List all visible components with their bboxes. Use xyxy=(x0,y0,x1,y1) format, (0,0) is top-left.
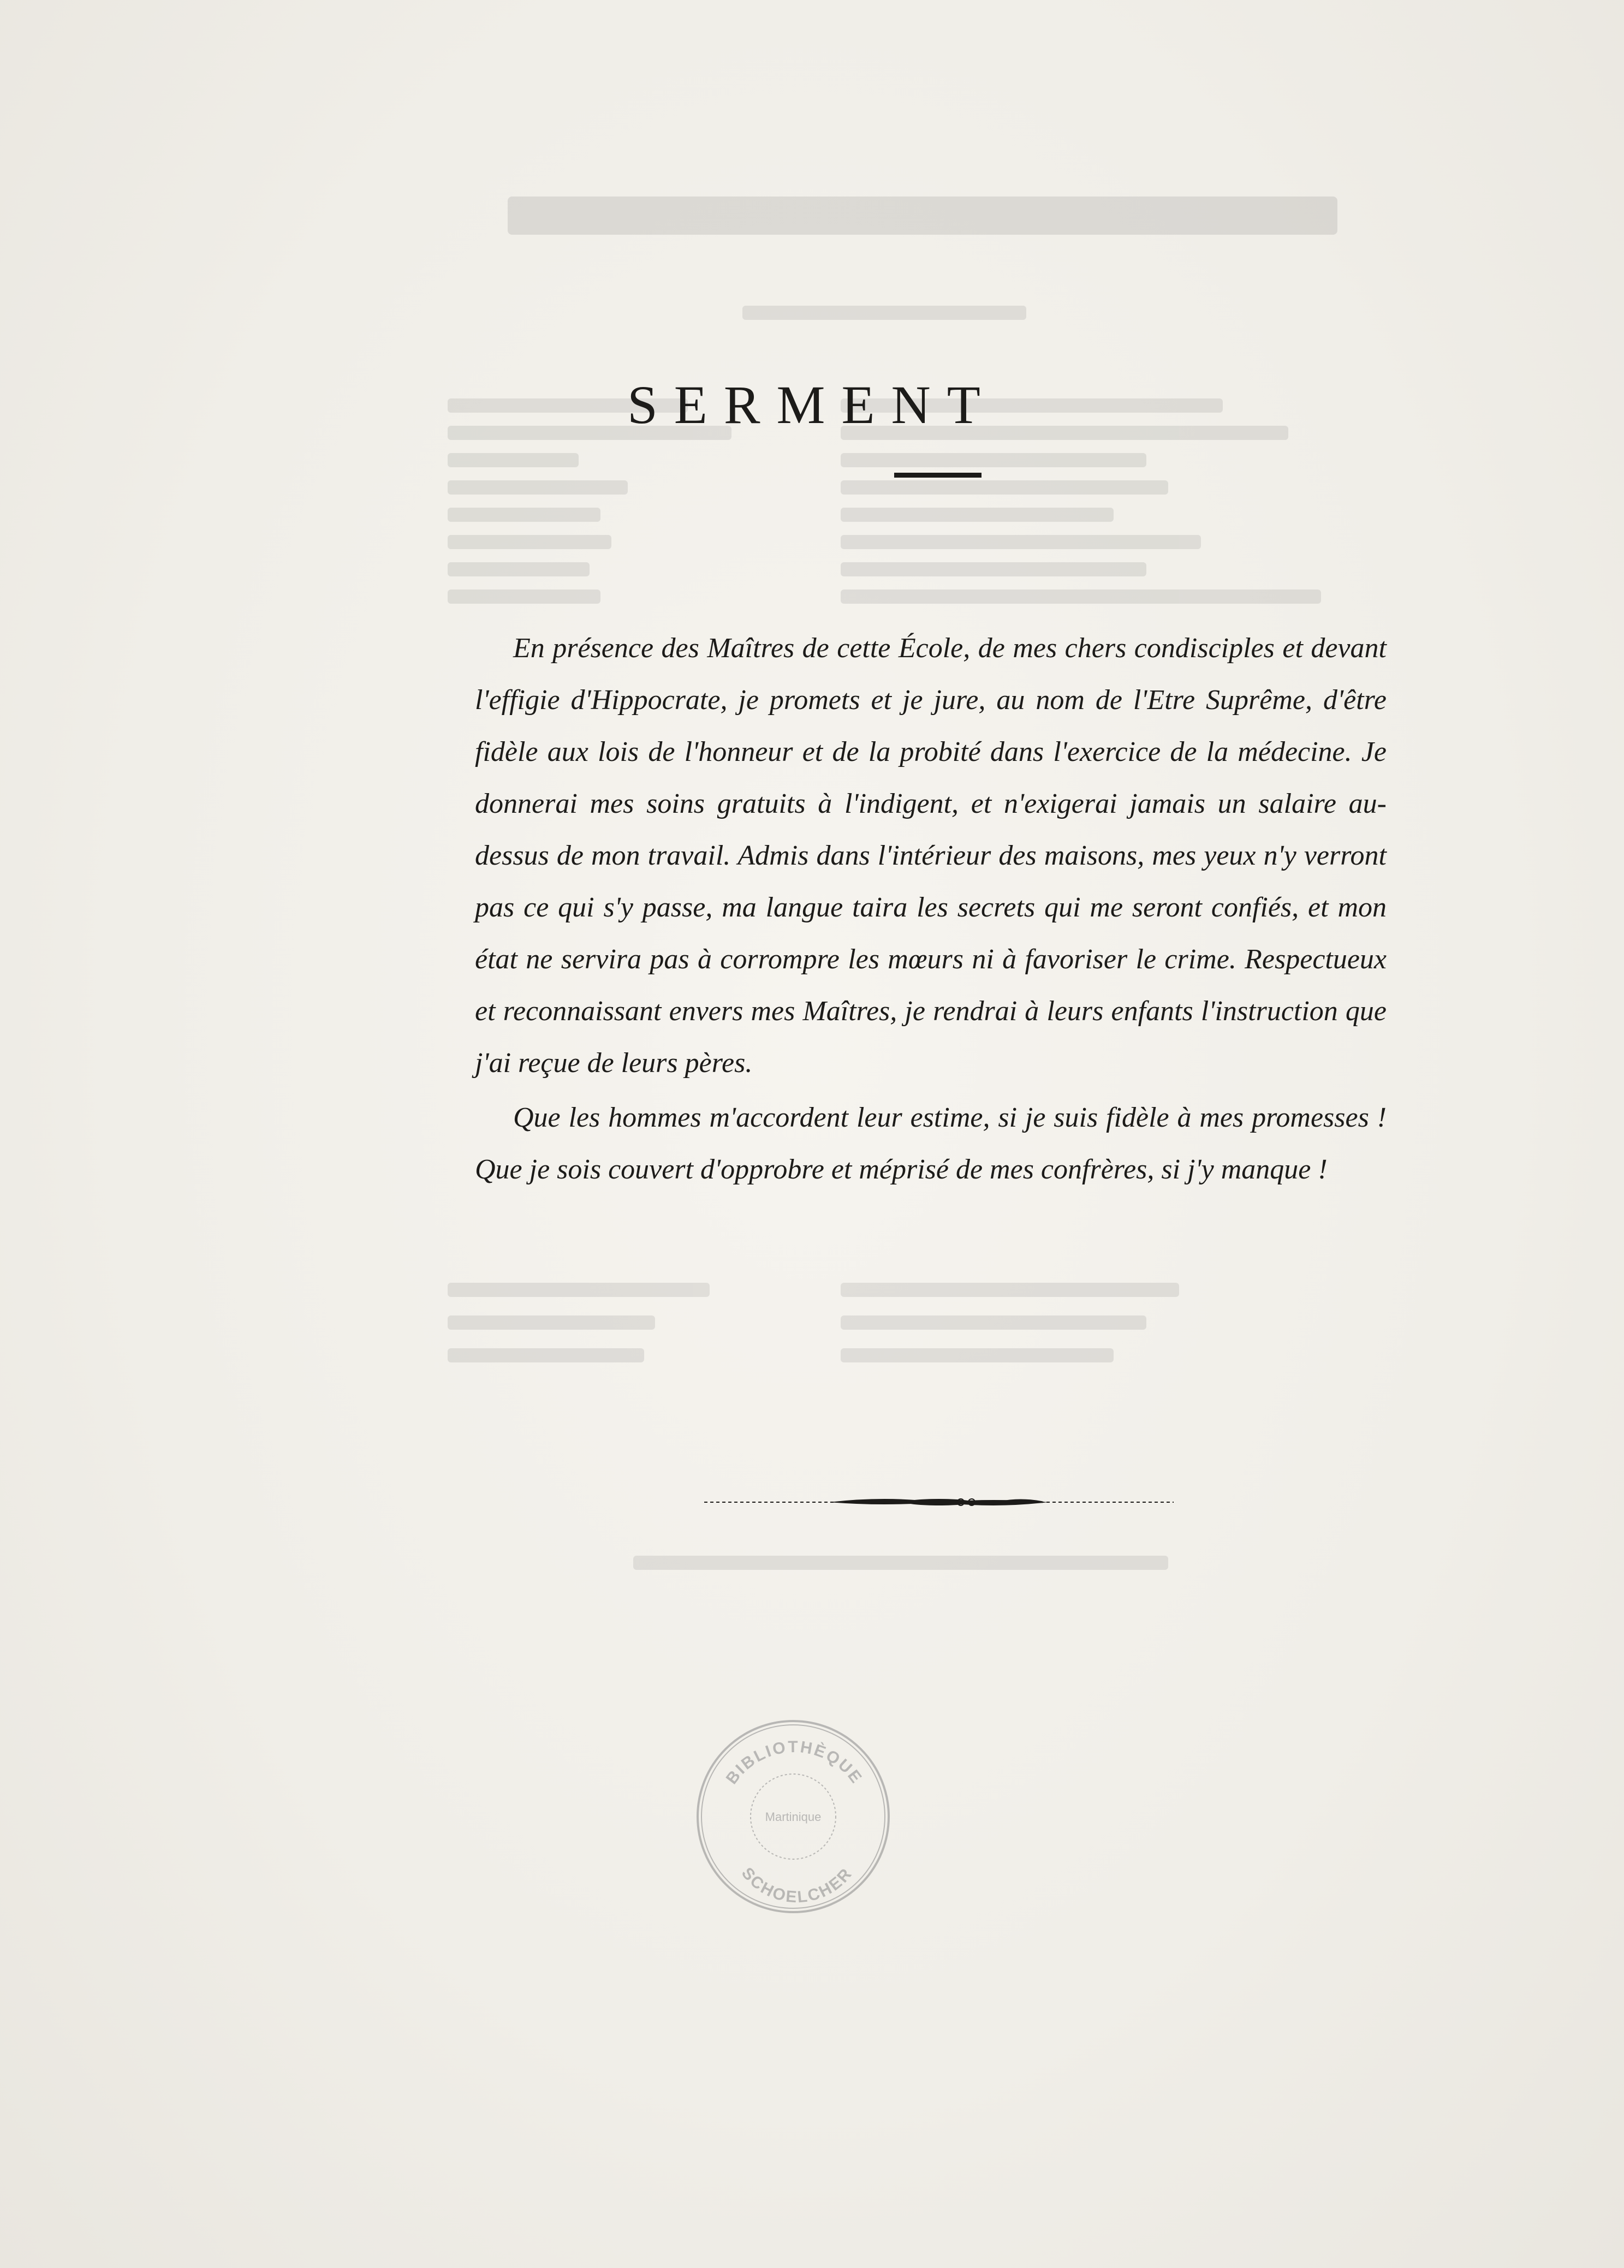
library-stamp xyxy=(691,1714,895,1919)
page-title: SERMENT xyxy=(627,374,997,435)
ornamental-divider xyxy=(704,1491,1174,1513)
oath-text xyxy=(475,622,1387,1195)
stamp-top-text: BIBLIOTHÈQUE xyxy=(722,1737,866,1788)
stamp-center-text: Martinique xyxy=(765,1810,822,1824)
stamp-bottom-text: SCHOELCHER xyxy=(737,1864,856,1907)
title-rule xyxy=(894,473,981,478)
oath-paragraph-2: Que les hommes m'accordent leur estime, si je suis fidèle à mes promesses ! Que je sois couvert d'opprobre et méprisé de mes confrères, si j'y manque ! xyxy=(475,1102,1387,1185)
svg-text:BIBLIOTHÈQUE xyxy=(723,1738,866,1788)
oath-paragraph-1: En présence des Maîtres de cette École, de mes chers condisciples et devant l'effigie d'Hippocrate, je promets et je jure, au nom de l'Etre Suprême, d'être fidèle aux lois de l'honneur et de la probité dans l'exercice de la médecine. Je donnerai mes soins gratuits à l'indigent, et n'exigerai jamais un salaire au-dessus de mon travail. Admis dans l'intérieur des maisons, mes yeux n'y verront pas ce qui s'y passe, ma langue taira les secrets qui me seront confiés, et mon état ne servira pas à corrompre les mœurs ni à favoriser le crime. Respectueux et reconnaissant envers mes Maîtres, je rendrai à leurs enfants l'instruction que j'ai reçue de leurs pères. xyxy=(475,633,1387,1079)
